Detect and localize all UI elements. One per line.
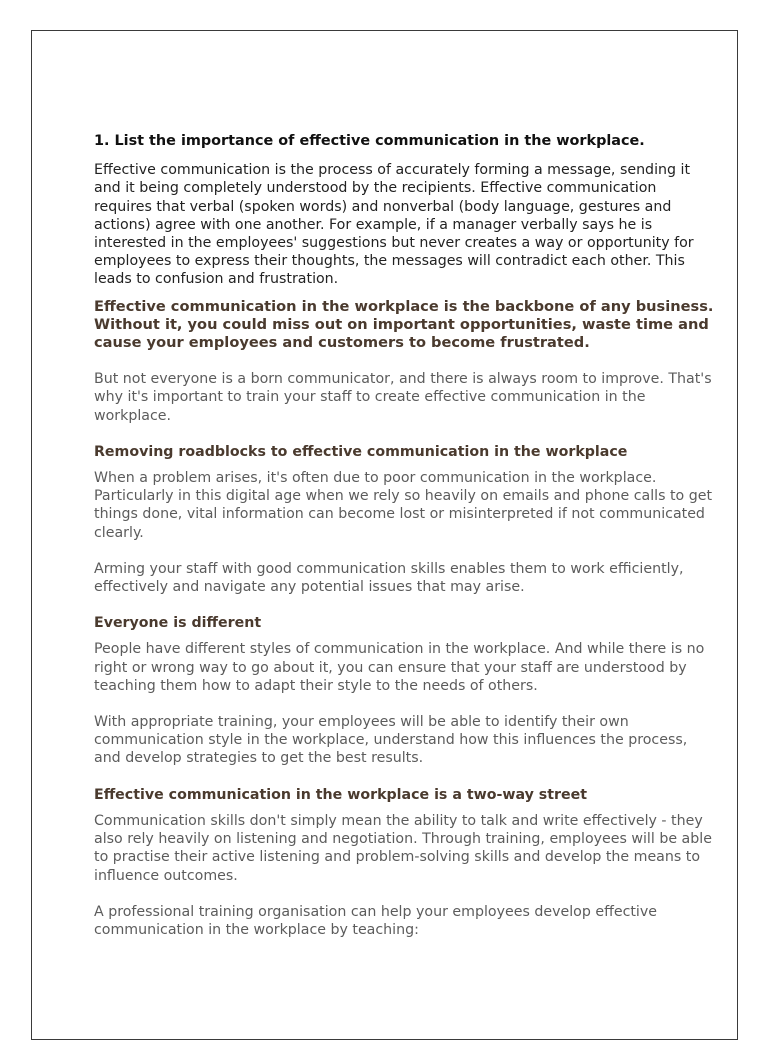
section-paragraph: A professional training organisation can help your employees develop effective communication in the workplace by teaching:	[94, 903, 658, 938]
document-content	[94, 132, 714, 939]
born-communicator-paragraph: But not everyone is a born communicator, and there is always room to improve. That's why it's important to train your staff to create effective communication in the workplace.	[94, 371, 712, 424]
intro-paragraph: Effective communication is the process of accurately forming a message, sending it and it being completely understood by the recipients. Effective communication requires that verbal (spoken words) and nonverbal (body language, gestures and actions) agree with one another. For example, if a manager verbally says he is interested in the employees' suggestions but never creates a way or opportunity for employees to express their thoughts, the messages will contradict each other. This leads to confusion and frustration.	[94, 162, 694, 288]
section-paragraph: People have different styles of communication in the workplace. And while there is no right or wrong way to go about it, you can ensure that your staff are understood by teaching them how to adapt their style to the needs of others.	[94, 641, 705, 694]
lead-paragraph: Effective communication in the workplace is the backbone of any business. Without it, you could miss out on important opportunities, waste time and cause your employees and customers to become frustrated.	[94, 297, 714, 352]
document-page	[31, 30, 738, 1040]
section-heading-two-way-street: Effective communication in the workplace is a two-way street	[94, 786, 588, 803]
section-paragraph: Arming your staff with good communication skills enables them to work efficiently, effectively and navigate any potential issues that may arise.	[94, 560, 684, 596]
section-paragraph: Communication skills don't simply mean the ability to talk and write effectively - they also rely heavily on listening and negotiation. Through training, employees will be able to practise their active listening and problem-solving skills and develop the means to influence outcomes.	[94, 812, 712, 884]
section-heading-roadblocks: Removing roadblocks to effective communication in the workplace	[94, 443, 628, 460]
section-heading-everyone-different: Everyone is different	[94, 615, 262, 632]
section-paragraph: With appropriate training, your employees will be able to identify their own communication style in the workplace, understand how this influences the process, and develop strategies to get the best results.	[94, 714, 688, 767]
question-title: 1. List the importance of effective communication in the workplace.	[94, 133, 645, 149]
section-paragraph: When a problem arises, it's often due to poor communication in the workplace. Particularly in this digital age when we rely so heavily on emails and phone calls to get things done, vital information can become lost or misinterpreted if not communicated clearly.	[94, 470, 713, 541]
